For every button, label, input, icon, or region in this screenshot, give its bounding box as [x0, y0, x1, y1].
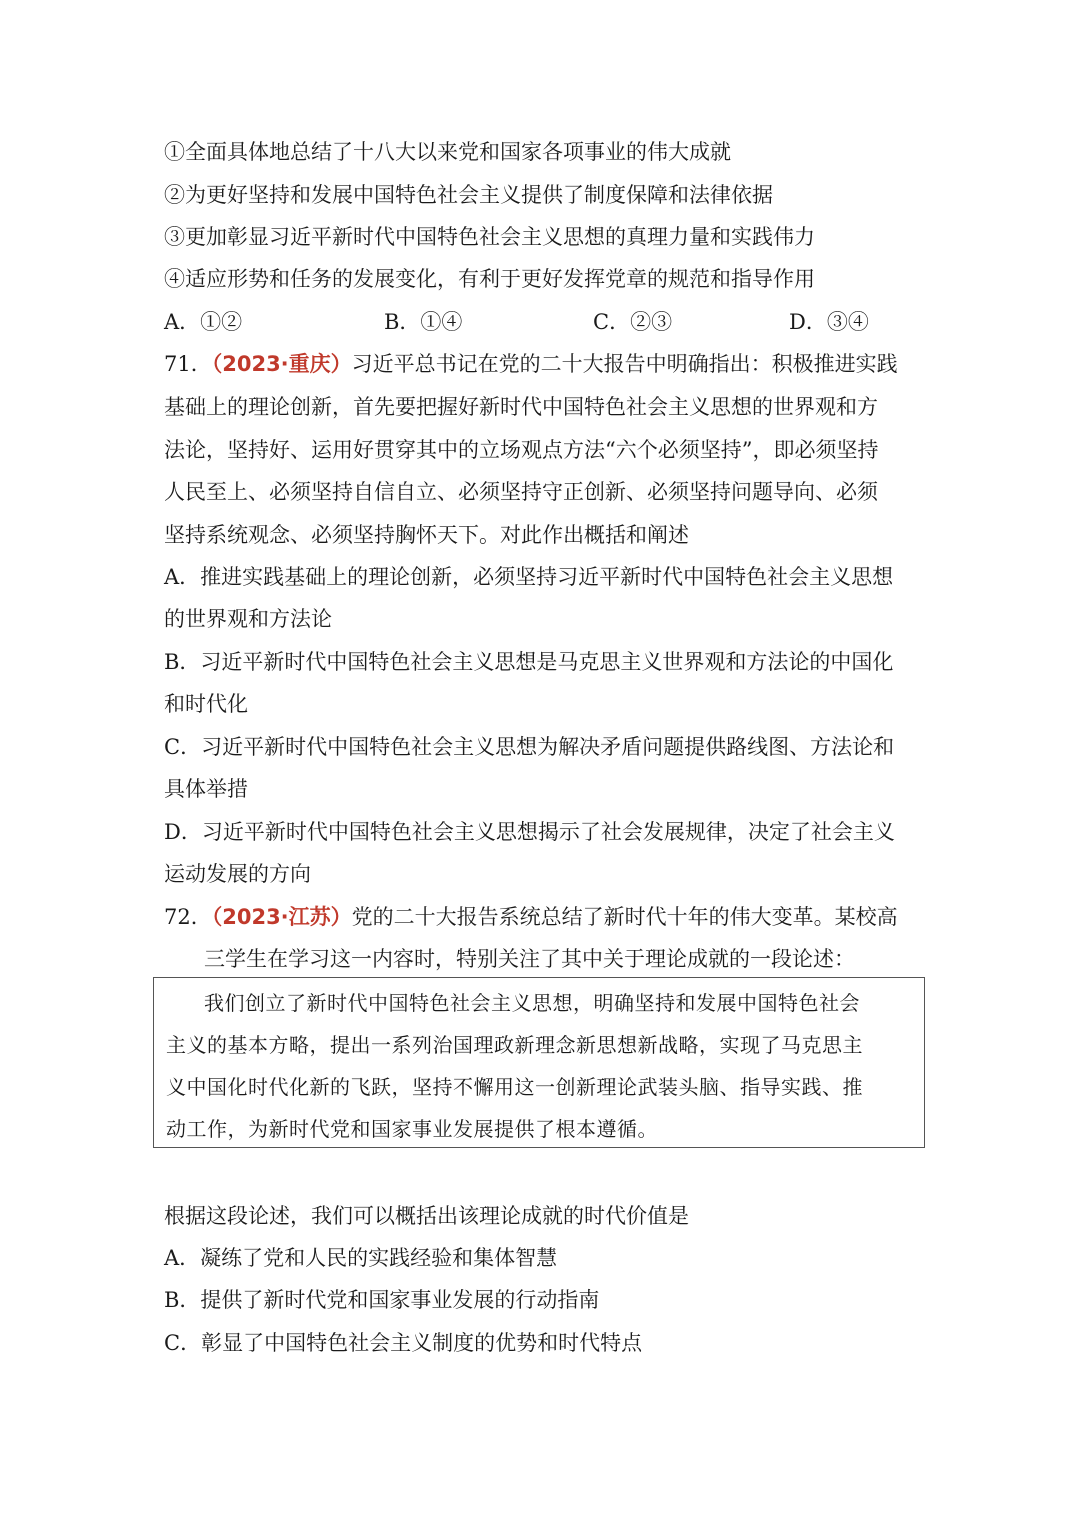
- q71-stem-line: 人民至上、必须坚持自信自立、必须坚持守正创新、必须坚持问题导向、必须: [164, 480, 878, 504]
- q70-option-b: B．①④: [384, 310, 463, 334]
- q72-option-b: B．提供了新时代党和国家事业发展的行动指南: [164, 1288, 600, 1312]
- q71-option-d-cont: 运动发展的方向: [164, 862, 311, 886]
- q71-stem-first-line: [164, 349, 924, 379]
- q71-stem-line: 坚持系统观念、必须坚持胸怀天下。对此作出概括和阐述: [164, 523, 689, 547]
- q71-option-b-cont: 和时代化: [164, 692, 248, 716]
- q72-source-tag: （2023·江苏）: [211, 905, 352, 929]
- q71-option-c: C．习近平新时代中国特色社会主义思想为解决矛盾问题提供路线图、方法论和: [164, 735, 895, 759]
- q70-statement-4: ④适应形势和任务的发展变化，有利于更好发挥党章的规范和指导作用: [164, 267, 815, 291]
- q72-quote-line: 义中国化时代化新的飞跃，坚持不懈用这一创新理论武装头脑、指导实践、推: [166, 1075, 863, 1099]
- q71-option-a: A．推进实践基础上的理论创新，必须坚持习近平新时代中国特色社会主义思想: [164, 565, 894, 589]
- q71-number: 71．: [164, 352, 212, 376]
- q70-option-d: D．③④: [789, 310, 869, 334]
- q71-option-a-cont: 的世界观和方法论: [164, 607, 332, 631]
- q71-option-b: B．习近平新时代中国特色社会主义思想是马克思主义世界观和方法论的中国化: [164, 650, 894, 674]
- q70-statement-3: ③更加彰显习近平新时代中国特色社会主义思想的真理力量和实践伟力: [164, 225, 815, 249]
- q72-stem-second-line: 三学生在学习这一内容时，特别关注了其中关于理论成就的一段论述：: [204, 947, 855, 971]
- q72-stem-start: 党的二十大报告系统总结了新时代十年的伟大变革。某校高: [351, 905, 898, 929]
- q72-option-c: C．彰显了中国特色社会主义制度的优势和时代特点: [164, 1331, 643, 1355]
- q70-statement-2: ②为更好坚持和发展中国特色社会主义提供了制度保障和法律依据: [164, 183, 773, 207]
- q72-quote-line: 主义的基本方略，提出一系列治国理政新理念新思想新战略，实现了马克思主: [166, 1033, 863, 1057]
- q70-option-a: A．①②: [164, 310, 243, 334]
- q72-stem-first-line: [164, 902, 924, 932]
- q72-quote-box: [153, 977, 925, 1148]
- q70-option-c: C．②③: [593, 310, 673, 334]
- q70-statement-1: ①全面具体地总结了十八大以来党和国家各项事业的伟大成就: [164, 140, 731, 164]
- q72-option-a: A．凝练了党和人民的实践经验和集体智慧: [164, 1246, 558, 1270]
- q71-option-c-cont: 具体举措: [164, 777, 248, 801]
- q71-source-tag: （2023·重庆）: [211, 352, 352, 376]
- q71-stem-line: 基础上的理论创新，首先要把握好新时代中国特色社会主义思想的世界观和方: [164, 395, 878, 419]
- q71-option-d: D．习近平新时代中国特色社会主义思想揭示了社会发展规律，决定了社会主义: [164, 820, 895, 844]
- q72-question: 根据这段论述，我们可以概括出该理论成就的时代价值是: [164, 1204, 689, 1228]
- q71-stem-line: 法论，坚持好、运用好贯穿其中的立场观点方法“六个必须坚持”，即必须坚持: [164, 438, 879, 462]
- q71-stem-start: 习近平总书记在党的二十大报告中明确指出：积极推进实践: [351, 352, 898, 376]
- q72-quote-line: 动工作，为新时代党和国家事业发展提供了根本遵循。: [166, 1117, 658, 1141]
- q72-quote-line: 我们创立了新时代中国特色社会主义思想，明确坚持和发展中国特色社会: [204, 991, 860, 1015]
- q72-number: 72．: [164, 905, 212, 929]
